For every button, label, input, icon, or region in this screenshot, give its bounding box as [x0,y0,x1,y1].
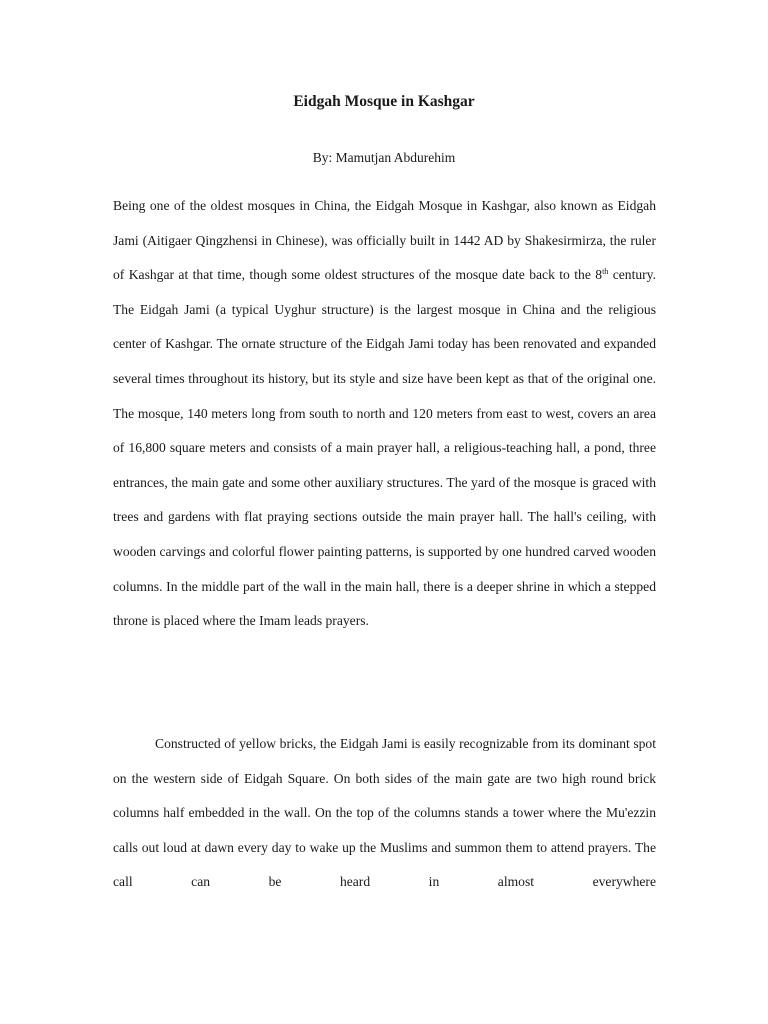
paragraph-1 [113,189,656,639]
paragraph-1-text-a: Being one of the oldest mosques in China, the Eidgah Mosque in Kashgar, also known as Eidgah Jami (Aitigaer Qingzhensi in Chinese), was officially built in 1442 AD by Shakesirmirza, the ruler of Kashgar at that time, though some oldest structures of the mosque date back to the 8 [113,198,656,283]
paragraph-1-text-b: century. The Eidgah Jami (a typical Uyghur structure) is the largest mosque in China and the religious center of Kashgar. The ornate structure of the Eidgah Jami today has been renovated and expanded several times throughout its history, but its style and size have been kept as that of the original one. The mosque, 140 meters long from south to north and 120 meters from east to west, covers an area of 16,800 square meters and consists of a main prayer hall, a religious-teaching hall, a pond, three entrances, the main gate and some other auxiliary structures. The yard of the mosque is graced with trees and gardens with flat praying sections outside the main prayer hall. The hall's ceiling, with wooden carvings and colorful flower painting patterns, is supported by one hundred carved wooden columns. In the middle part of the wall in the main hall, there is a deeper shrine in which a stepped throne is placed where the Imam leads prayers. [113,267,656,629]
author-byline: By: Mamutjan Abdurehim [312,150,456,165]
paragraph-2: Constructed of yellow bricks, the Eidgah Jami is easily recognizable from its dominant spot on the western side of Eidgah Square. On both sides of the main gate are two high round brick columns half embedded in the wall. On the top of the columns stands a tower where the Mu'ezzin calls out loud at dawn every day to wake up the Muslims and summon them to attend prayers. The call can be heard in almost everywhere [113,736,656,890]
document-title: Eidgah Mosque in Kashgar [293,93,475,110]
ordinal-superscript: th [602,267,609,277]
